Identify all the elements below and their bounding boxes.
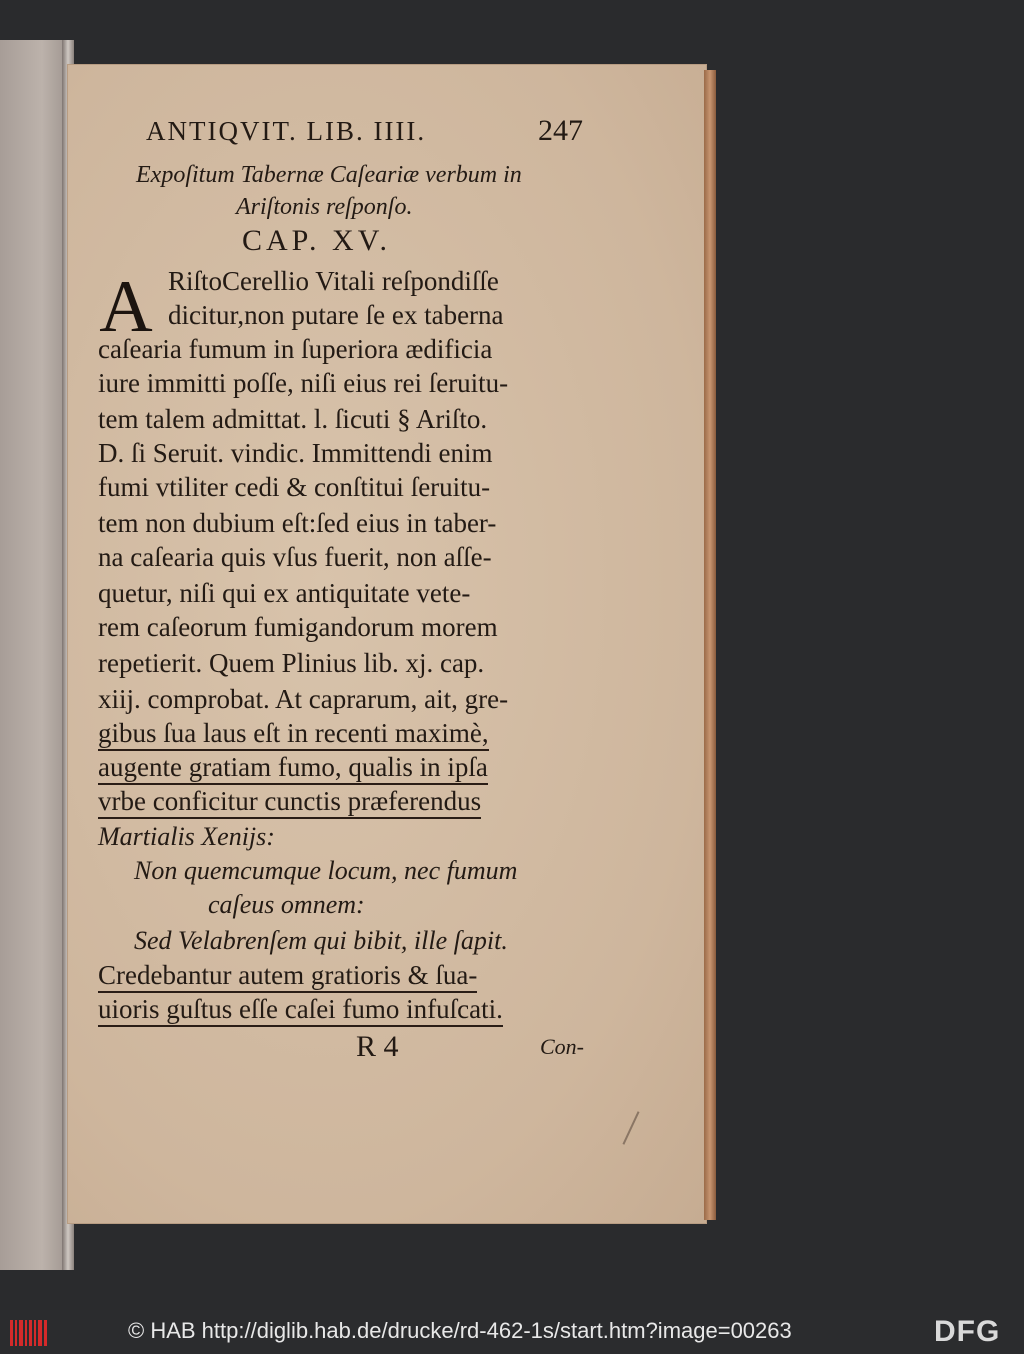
page-number: 247	[538, 114, 583, 147]
underlined-text-line: Credebantur autem gratioris & ſua-	[98, 960, 477, 993]
text-line: quetur, niſi qui ex antiquitate vete-	[98, 578, 471, 608]
dfg-logo: DFG	[934, 1315, 1001, 1348]
text-line: xiij. comprobat. At caprarum, ait, gre-	[98, 684, 509, 714]
text-line: fumi vtiliter cedi & conſtitui ſeruitu-	[98, 472, 491, 502]
copyright-link[interactable]: © HAB http://diglib.hab.de/drucke/rd-462-1s/start.htm?image=00263	[128, 1318, 792, 1343]
hab-barcode-icon	[10, 1320, 48, 1346]
text-line: rem caſeorum fumigandorum morem	[98, 612, 498, 642]
chapter-subtitle-line-1: Expoſitum Tabernæ Caſeariæ verbum in	[136, 162, 522, 188]
text-line: RiſtoCerellio Vitali reſpondiſſe	[168, 266, 499, 296]
signature-mark: R 4	[356, 1030, 399, 1063]
underlined-text-line: vrbe conficitur cunctis præferendus	[98, 786, 481, 819]
verse-line-2: caſeus omnem:	[208, 890, 365, 919]
drop-capital: A	[99, 266, 153, 348]
chapter-heading: CAP. XV.	[242, 224, 391, 257]
text-line: iure immitti poſſe, niſi eius rei ſeruitu-	[98, 368, 509, 398]
verse-line-1: Non quemcumque locum, nec fumum	[134, 856, 518, 885]
text-line: D. ſi Seruit. vindic. Immittendi enim	[98, 438, 493, 468]
underlined-text-line: uioris guſtus eſſe caſei fumo infuſcati.	[98, 994, 503, 1027]
running-head: ANTIQVIT. LIB. IIII.	[146, 116, 427, 146]
text-line: tem non dubium eſt:ſed eius in taber-	[98, 508, 497, 538]
footer-bar	[0, 1310, 1024, 1354]
chapter-subtitle-line-2: Ariſtonis reſponſo.	[236, 194, 413, 220]
page-edge	[704, 70, 716, 1220]
underlined-text-line: gibus ſua laus eſt in recenti maximè,	[98, 718, 489, 751]
facing-page-edge	[0, 40, 70, 1270]
text-line: tem talem admittat. l. ſicuti § Ariſto.	[98, 404, 488, 434]
catchword: Con-	[540, 1034, 584, 1059]
text-line: repetierit. Quem Plinius lib. xj. cap.	[98, 648, 485, 678]
verse-line-3: Sed Velabrenſem qui bibit, ille ſapit.	[134, 926, 508, 955]
underlined-text-line: augente gratiam fumo, qualis in ipſa	[98, 752, 488, 785]
text-line: na caſearia quis vſus fuerit, non aſſe-	[98, 542, 492, 572]
text-line: dicitur,non putare ſe ex taberna	[168, 300, 504, 330]
text-line: caſearia fumum in ſuperiora ædificia	[98, 334, 493, 364]
text-line: Martialis Xenijs:	[98, 822, 275, 851]
